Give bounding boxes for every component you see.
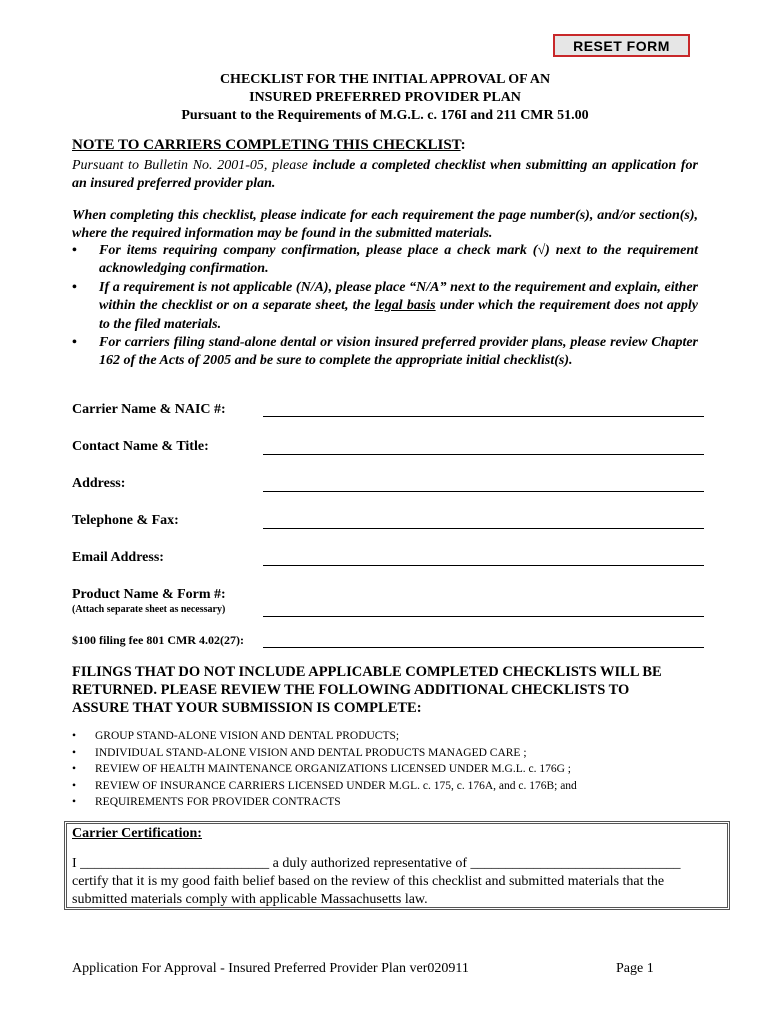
instruction-bullet-1-text: For items requiring company confirmation, please place a check mark (√) next to the requirement acknowledging confirmation.	[99, 243, 698, 277]
filing-fee-field[interactable]	[263, 646, 704, 648]
instruction-bullet-2	[72, 279, 698, 334]
bullet-dot: •	[72, 243, 77, 258]
intro-paragraph	[72, 157, 698, 193]
address-field[interactable]	[263, 490, 704, 492]
reset-form-button[interactable]: RESET FORM	[553, 34, 690, 57]
list-item-text: INDIVIDUAL STAND-ALONE VISION AND DENTAL PRODUCTS MANAGED CARE ;	[95, 746, 527, 759]
bullet-dot: •	[72, 763, 77, 775]
bullet-dot: •	[72, 335, 77, 350]
document-subtitle: Pursuant to the Requirements of M.G.L. c. 176I and 211 CMR 51.00	[181, 108, 589, 123]
warning-line-1: FILINGS THAT DO NOT INCLUDE APPLICABLE COMPLETED CHECKLISTS WILL BE	[72, 664, 662, 680]
list-item-text: REVIEW OF HEALTH MAINTENANCE ORGANIZATIONS LICENSED UNDER M.G.L. c. 176G ;	[95, 763, 571, 775]
list-item	[72, 778, 577, 795]
bullet-dot: •	[72, 796, 77, 808]
note-heading	[72, 137, 466, 154]
email-field[interactable]	[263, 564, 704, 566]
list-item-text: GROUP STAND-ALONE VISION AND DENTAL PRODUCTS;	[95, 730, 400, 742]
instruction-bullet-3-text: For carriers filing stand-alone dental or vision insured preferred provider plans, please review Chapter 162 of the Acts of 2005 and be sure to complete the appropriate initial checklist(s).	[99, 335, 698, 369]
intro-plain: Pursuant to Bulletin No. 2001-05, please	[72, 158, 313, 173]
filing-fee-label: $100 filing fee 801 CMR 4.02(27):	[72, 633, 244, 647]
telephone-fax-label: Telephone & Fax:	[72, 513, 179, 528]
address-label: Address:	[72, 476, 126, 491]
contact-name-label: Contact Name & Title:	[72, 439, 209, 454]
list-item-text: REVIEW OF INSURANCE CARRIERS LICENSED UNDER M.GL. c. 175, c. 176A, and c. 176B; and	[95, 779, 577, 792]
instruction-bullet-2-text	[99, 279, 698, 334]
list-item	[72, 761, 577, 778]
note-heading-text: NOTE TO CARRIERS COMPLETING THIS CHECKLIST	[72, 137, 461, 153]
legal-basis-underlined: legal basis	[374, 298, 436, 314]
bullet-dot: •	[72, 779, 77, 792]
note-heading-colon: :	[460, 137, 466, 153]
warning-line-3: ASSURE THAT YOUR SUBMISSION IS COMPLETE:	[72, 700, 422, 716]
product-name-note: (Attach separate sheet as necessary)	[72, 604, 226, 615]
certification-line-1[interactable]: I ___________________________ a duly authorized representative of ______________________________	[72, 856, 681, 871]
certification-title: Carrier Certification:	[72, 826, 202, 841]
footer-page-number: Page 1	[616, 961, 654, 976]
list-item	[72, 794, 577, 811]
email-label: Email Address:	[72, 550, 164, 565]
list-item	[72, 728, 577, 745]
product-name-label: Product Name & Form #:	[72, 587, 226, 602]
document-title-line-1: CHECKLIST FOR THE INITIAL APPROVAL OF AN	[219, 72, 551, 87]
certification-line-3: submitted materials comply with applicable Massachusetts law.	[72, 892, 428, 907]
bullet-dot: •	[72, 746, 77, 759]
footer-document-name: Application For Approval - Insured Preferred Provider Plan ver020911	[72, 961, 469, 976]
document-title-line-2: INSURED PREFERRED PROVIDER PLAN	[249, 90, 521, 105]
product-name-field[interactable]	[263, 615, 704, 617]
instruction-bullet-3	[72, 334, 698, 371]
warning-line-2: RETURNED. PLEASE REVIEW THE FOLLOWING ADDITIONAL CHECKLISTS TO	[72, 682, 630, 698]
list-item	[72, 745, 577, 762]
bullet-dot: •	[72, 280, 77, 295]
bullet-2-pre: If a requirement is not applicable (N/A), please place “N/A” next to the requirement and explain, either within the checklist or on a separate sheet, the	[99, 280, 698, 314]
certification-line-2: certify that it is my good faith belief based on the review of this checklist and submitted materials that the	[72, 874, 665, 889]
intro-bold: include a completed checklist when submitting an application for an insured preferred provider plan.	[72, 158, 698, 191]
list-item-text: REQUIREMENTS FOR PROVIDER CONTRACTS	[95, 796, 341, 808]
instructions-text: When completing this checklist, please indicate for each requirement the page number(s), and/or section(s), where the required information may be found in the submitted materials.	[72, 208, 698, 241]
carrier-name-label: Carrier Name & NAIC #:	[72, 402, 226, 417]
bullet-dot: •	[72, 730, 77, 742]
instruction-bullet-1	[72, 242, 698, 279]
additional-checklists	[72, 728, 577, 811]
bullet-2-post: under which the requirement does not apply to the filed materials.	[99, 298, 699, 332]
carrier-name-field[interactable]	[263, 415, 704, 417]
instructions-paragraph	[72, 207, 698, 243]
contact-name-field[interactable]	[263, 453, 704, 455]
telephone-fax-field[interactable]	[263, 527, 704, 529]
